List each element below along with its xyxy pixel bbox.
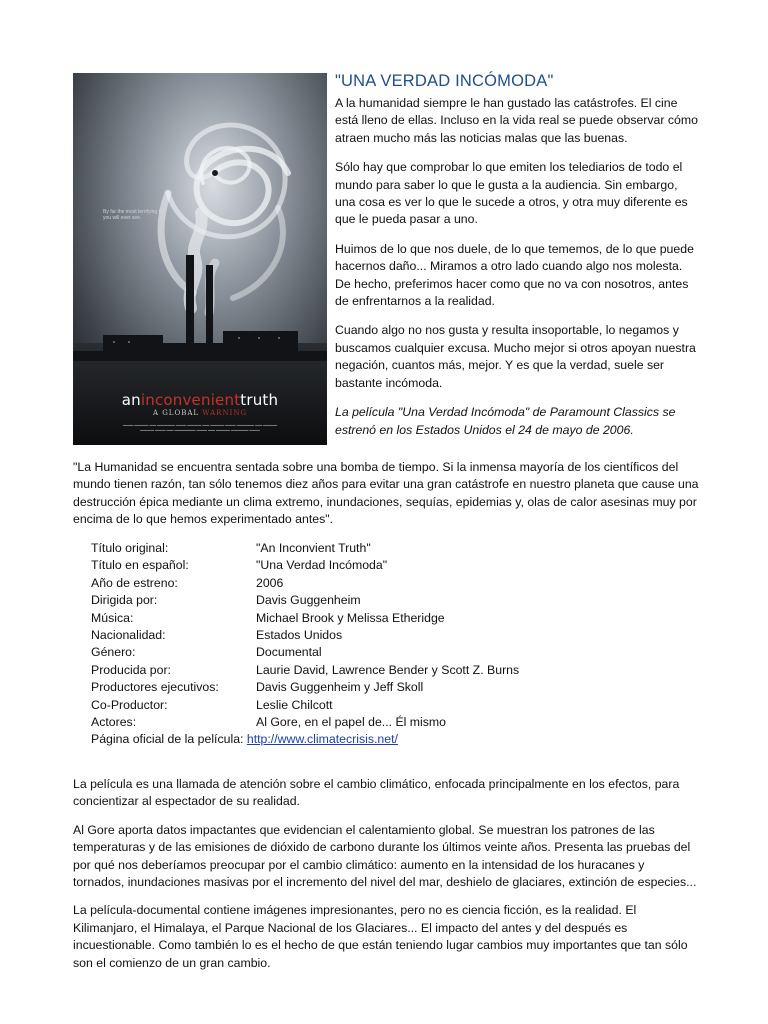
info-label: Nacionalidad: (91, 627, 166, 642)
poster-caption: La película "Una Verdad Incómoda" de Paramount Classics se estrenó en los Estados Unidos el 24 de mayo de 2006. (335, 405, 676, 437)
official-site-label: Página oficial de la película: (91, 732, 244, 747)
info-label: Productores ejecutivos: (91, 680, 219, 695)
info-value: Estados Unidos (256, 627, 343, 642)
article-title: "UNA VERDAD INCÓMODA" (335, 72, 554, 90)
info-row (91, 627, 611, 644)
info-row (91, 540, 611, 557)
info-label: Año de estreno: (91, 575, 178, 590)
info-row (91, 592, 611, 609)
body-paragraph-2: Al Gore aporta datos impactantes que evidencian el calentamiento global. Se muestran los patrones de las temperaturas y de las emisiones de dióxido de carbono durante los últimos veinte años. Presenta las pruebas del por qué nos deberíamos preocupar por el cambio climático: aumento en la intensidad de los huracanes y tornados, inundaciones masivas por el incremento del nivel del mar, deshielo de glaciares, extinción de especies... (73, 822, 697, 890)
info-row (91, 575, 611, 592)
info-row (91, 610, 611, 627)
body-paragraph-1: La película es una llamada de atención sobre el cambio climático, enfocada principalmente en los efectos, para concientizar al espectador de su realidad. (73, 777, 680, 809)
info-value: Davis Guggenheim y Jeff Skoll (256, 680, 424, 695)
info-value: Leslie Chilcott (256, 697, 333, 712)
official-site-row (91, 731, 611, 748)
poster-tagline: By far the most terrifying film you will ever see. (103, 209, 167, 221)
poster-brand-suffix: truth (240, 391, 279, 409)
info-label: Género: (91, 645, 136, 660)
info-row (91, 697, 611, 714)
info-value: Laurie David, Lawrence Bender y Scott Z. Burns (256, 662, 520, 677)
poster-subtitle (73, 409, 327, 417)
article-intro (335, 72, 700, 451)
info-value: Al Gore, en el papel de... Él mismo (256, 714, 447, 729)
movie-poster (73, 73, 327, 445)
quote-paragraph: "La Humanidad se encuentra sentada sobre una bomba de tiempo. Si la inmensa mayoría de los científicos del mundo tienen razón, tan sólo tenemos diez años para evitar una gran catástrofe en nuestro planeta que cause una destrucción épica mediante un clima extremo, inundaciones, sequías, epidemias y, olas de calor asesinas muy por encima de lo que hemos experimentado antes". (73, 460, 699, 527)
info-value: "Una Verdad Incómoda" (256, 558, 388, 573)
info-row (91, 662, 611, 679)
poster-credits: ▬▬▬ ▬▬▬▬ ▬▬ ▬▬▬▬▬ ▬▬▬ ▬▬▬▬ ▬▬ ▬▬▬▬ ▬▬▬ ▬▬▬▬▬ ▬▬ ▬▬▬▬ ▬▬▬▬ ▬▬▬ ▬▬ ▬▬▬▬▬▬ ▬▬▬ ▬▬ ▬▬▬▬ ▬▬▬▬▬ ▬▬▬ (122, 423, 278, 432)
intro-paragraph-4: Cuando algo no nos gusta y resulta insoportable, lo negamos y buscamos cualquier excusa. Mucho mejor si otros apoyan nuestra negación, cuantos más, mejor. Y es que la verdad, suele ser bastante incómoda. (335, 323, 696, 390)
film-info-table (91, 540, 611, 749)
info-label: Título en español: (91, 558, 189, 573)
info-value: 2006 (256, 575, 284, 590)
body-paragraph-3: La película-documental contiene imágenes impresionantes, pero no es ciencia ficción, es la realidad. El Kilimanjaro, el Himalaya, el Parque Nacional de los Glaciares... El impacto del antes y del después es incuestionable. Como también lo es el hecho de que están teniendo lugar cambios muy importantes que tan sólo son el comienzo de un gran cambio. (73, 903, 688, 970)
poster-brand-highlight: inconvenient (140, 391, 241, 409)
info-label: Producida por: (91, 662, 171, 677)
poster-artwork (73, 73, 327, 445)
poster-brand (73, 391, 327, 409)
intro-paragraph-1: A la humanidad siempre le han gustado las catástrofes. El cine está lleno de ellas. Incluso en la vida real se puede observar cómo atraen mucho más las noticias malas que las buenas. (335, 96, 698, 145)
intro-paragraph-2: Sólo hay que comprobar lo que emiten los telediarios de todo el mundo para saber lo que le gusta a la audiencia. Sin embargo, una cosa es ver lo que le sucede a otros, y otra muy diferente es que le pueda pasar a uno. (335, 160, 688, 227)
article-body (73, 776, 698, 983)
poster-brand-prefix: an (121, 391, 141, 409)
intro-paragraph-3: Huimos de lo que nos duele, de lo que tememos, de lo que puede hacernos daño... Miramos a otro lado cuando algo nos molesta. De hecho, preferimos hacer como que no va con nosotros, antes de enfrentarnos a la realidad. (335, 241, 694, 309)
info-row (91, 644, 611, 661)
info-value: Documental (256, 645, 322, 660)
info-label: Título original: (91, 541, 169, 555)
info-row (91, 557, 611, 574)
info-row (91, 714, 611, 731)
poster-subtitle-prefix: A GLOBAL (152, 409, 200, 417)
info-label: Música: (91, 610, 134, 625)
info-label: Co-Productor: (91, 697, 168, 712)
info-label: Actores: (91, 714, 137, 729)
info-value: "An Inconvient Truth" (256, 541, 371, 555)
poster-subtitle-highlight: WARNING (202, 409, 248, 417)
official-site-link[interactable]: http://www.climatecrisis.net/ (246, 732, 398, 747)
info-row (91, 679, 611, 696)
info-value: Michael Brook y Melissa Etheridge (256, 610, 445, 625)
info-value: Davis Guggenheim (256, 593, 361, 608)
info-label: Dirigida por: (91, 593, 158, 608)
